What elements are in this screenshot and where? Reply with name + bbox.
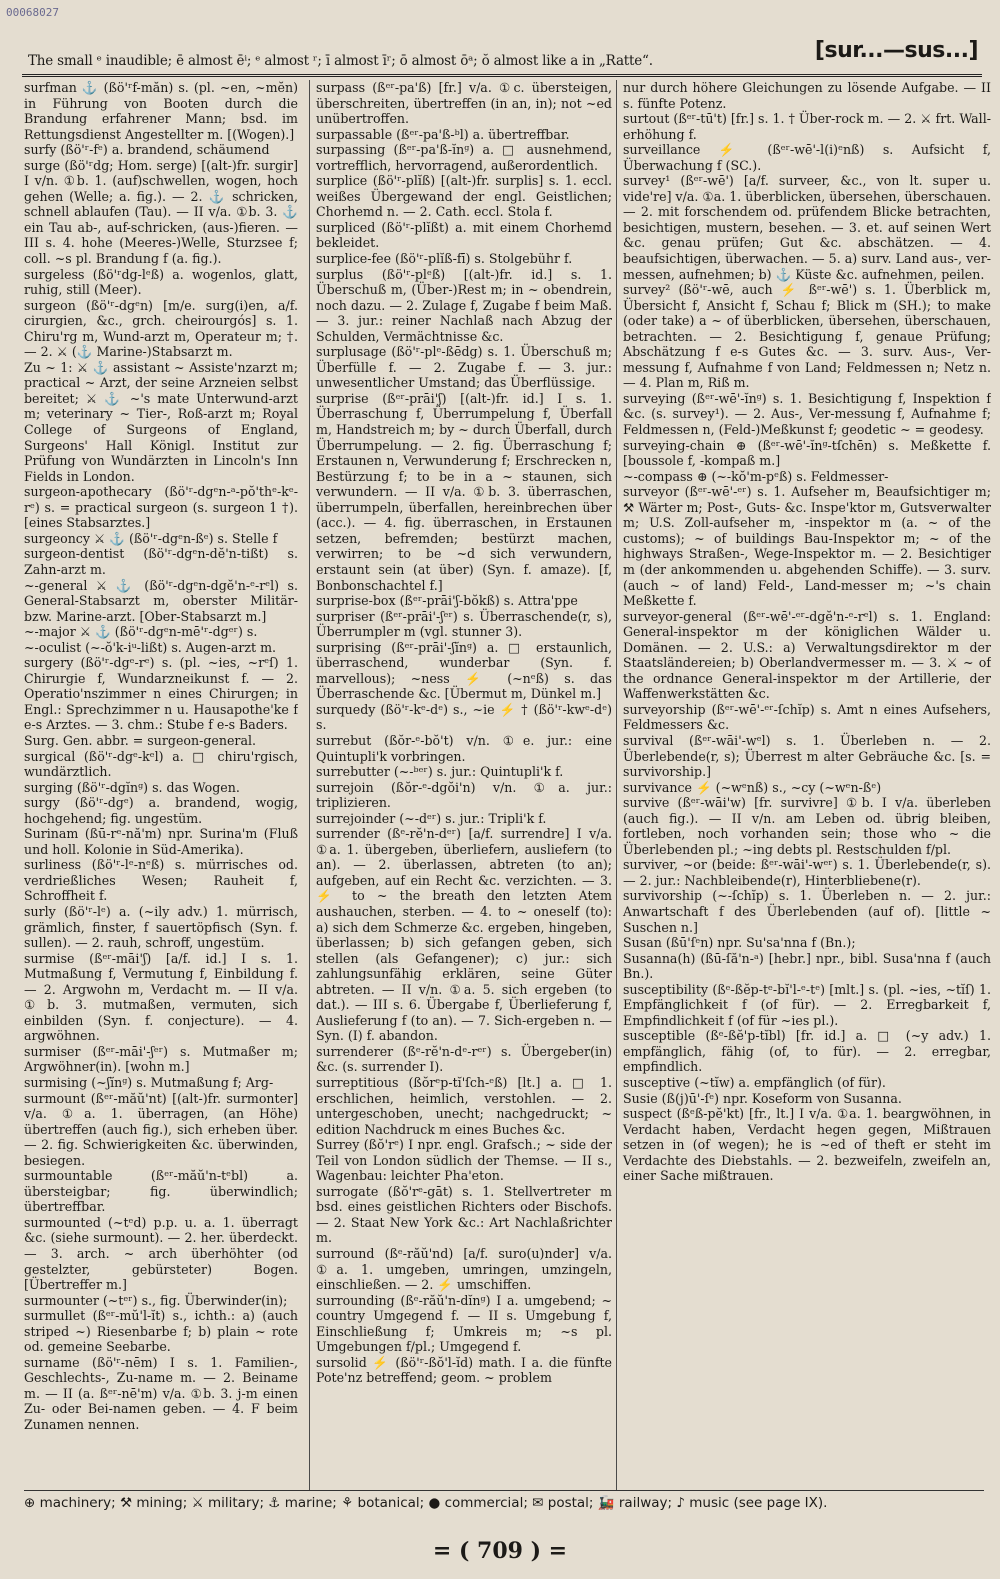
dictionary-entry: surpriser (ßᵉʳ-prāi'-ʃᵉʳ) s. Überraschende(r, s), Überrumpler m (vgl. stunner 3). bbox=[316, 608, 612, 640]
dictionary-entry: surrounding (ßᵉ-răŭ'n-dĭnᵍ) I a. umgebend; ~ country Umgegend f. — II s. Umgebung f, Einschließung f; Umkreis m; ~s pl. Umgebungen f/pl.; Umgegend f. bbox=[316, 1292, 612, 1355]
dictionary-entry: surrenderer (ßᵉ-rĕ'n-dᵉ-rᵉʳ) s. Übergeber(in) &c. (s. surrender I). bbox=[316, 1043, 612, 1075]
dictionary-entry: surmullet (ßᵉʳ-mŭ'l-ĭt) s., ichth.: a) (auch striped ~) Riesenbarbe f; b) plain ~ rote od. gemeine Seebarbe. bbox=[24, 1308, 298, 1355]
column-3 bbox=[616, 80, 991, 1490]
dictionary-entry: surname (ßö'ʳ-nēm) I s. 1. Familien-, Geschlechts-, Zu-name m. — 2. Beiname m. — II (a. ßᵉʳ-nē'm) v/a. ①b. 3. j-m einen Zu- oder Bei-namen geben. — 4. F beim Zunamen nennen. bbox=[24, 1354, 298, 1433]
entry-columns bbox=[24, 80, 991, 1490]
guide-words: [sur...—sus...] bbox=[814, 38, 978, 63]
dictionary-entry: surveying (ßᵉʳ-wē'-ĭnᵍ) s. 1. Besichtigung f, Inspektion f &c. (s. survey¹). — 2. Aus-, Ver-messung f, Aufnahme f; Feldmessen n, (Feld-)Meßkunst f; geodetic ~ = geodesy. bbox=[623, 390, 991, 438]
dictionary-entry: surrender (ßᵉ-rĕ'n-dᵉʳ) [a/f. surrendre] I v/a. ①a. 1. übergeben, überliefern, ausliefern (to an). — 2. überlassen, abtreten (to an); aufgeben, auf ein Recht &c. verzichten. — 3. ⚡ to ~ the breath den letzten Atem aushauchen, sterben. — 4. to ~ oneself (to): a) sich dem Schmerze &c. ergeben, hingeben, überlassen; b) sich gefangen geben, sich stellen (als Gefangener); c) jur.: sich zahlungsunfähig erklären, seine Güter abtreten. — II v/n. ①a. 5. sich ergeben (to dat.). — III s. 6. Übergabe f, Überlieferung f, Auslieferung f (to an). — 7. Sich-ergeben n. — Syn. (I) f. abandon. bbox=[316, 826, 612, 1044]
dictionary-entry: surging (ßö'ʳ-dgĭnᵍ) s. das Wogen. bbox=[24, 779, 240, 795]
dictionary-entry: surmiser (ßᵉʳ-māi'-ʃᵉʳ) s. Mutmaßer m; Argwöhner(in). [wohn m.] bbox=[24, 1043, 298, 1075]
symbol-legend: ⊕ machinery; ⚒ mining; ⚔ military; ⚓ marine; ⚘ botanical; ● commercial; ✉ postal; 🚂 railway; ♪ music (see page IX). bbox=[24, 1490, 984, 1511]
page-id: 00068027 bbox=[6, 6, 59, 19]
dictionary-entry: suspect (ßᵉß-pĕ'kt) [fr., lt.] I v/a. ①a. 1. beargwöhnen, in Verdacht haben, Verdacht hegen gegen, Mißtrauen setzen in (of wegen); he is ~ed of theft er steht im Verdachte des Diebstahls. — 2. bezweifeln, zweifeln an, einer Sache mißtrauen. bbox=[623, 1106, 991, 1184]
dictionary-entry: Susanna(h) (ßū-ſă'n-ᵃ) [hebr.] npr., bibl. Susa'nna f (auch Bn.). bbox=[623, 950, 991, 982]
dictionary-entry: surgeoncy ⚔ ⚓ (ßö'ʳ-dgᵉn-ßᵉ) s. Stelle f bbox=[24, 530, 278, 546]
dictionary-entry: ~-oculist (~-ŏ'k-iᵘ-lißt) s. Augen-arzt m. bbox=[24, 639, 277, 655]
dictionary-entry: Zu ~ 1: ⚔ ⚓ assistant ~ Assiste'nzarzt m; practical ~ Arzt, der seine Arzneien selbst bereitet; ⚔ ⚓ ~'s mate Unterwund-arzt m; veterinary ~ Tier-, Roß-arzt m; Royal College of Surgeons of England, Surgeons' Hall Königl. Institut zur Prüfung von Wundärzten in Lincoln's Inn Fields in London. bbox=[24, 359, 298, 484]
dictionary-entry: Surinam (ßū-rᵉ-nă'm) npr. Surina'm (Fluß und holl. Kolonie in Süd-Amerika). bbox=[24, 826, 298, 857]
dictionary-entry: surmountable (ßᵉʳ-măŭ'n-tᵉbl) a. übersteigbar; fig. überwindlich; übertreffbar. bbox=[24, 1168, 298, 1215]
dictionary-entry: surveyorship (ßᵉʳ-wē'-ᵉʳ-ſchĭp) s. Amt n eines Aufsehers, Feldmessers &c. bbox=[623, 701, 991, 733]
dictionary-entry: Susan (ßū'ſᵉn) npr. Su'sa'nna f (Bn.); bbox=[623, 935, 856, 951]
dictionary-entry: Susie (ß(j)ū'-ſᵉ) npr. Koseform von Susanna. bbox=[623, 1090, 902, 1106]
dictionary-entry: surplice (ßö'ʳ-plĭß) [(alt-)fr. surplis] s. 1. eccl. weißes Übergewand der engl. Geistlichen; Chorhemd n. — 2. Cath. eccl. Stola f. bbox=[316, 173, 612, 220]
dictionary-entry: surge (ßö'ʳdg; Hom. serge) [(alt-)fr. surgir] I v/n. ①b. 1. (auf)schwellen, wogen, hoch gehen (Welle; a. fig.). — 2. ⚓ schricken, schnell ablaufen (Tau). — II v/a. ①b. 3. ⚓ ein Tau ab-, auf-schricken, (aus-)fieren. — III s. 4. hohe (Meeres-)Welle, Sturzsee f; coll. ~s pl. Brandung f (a. fig.). bbox=[24, 157, 298, 267]
dictionary-entry: surveyor-general (ßᵉʳ-wē'-ᵉʳ-dgĕ'n-ᵉ-rᵉl) s. 1. England: General-inspektor m der königlichen Wälder u. Domänen. — 2. U.S.: a) Verwaltungsdirektor m der Staatsländereien; b) Oberlandvermesser m. — 3. ⚔ ~ of the ordnance General-inspektor m der Artillerie, der Waffenwerkstätten &c. bbox=[623, 608, 991, 702]
column-1 bbox=[24, 80, 298, 1490]
dictionary-entry: surrejoin (ßŏr-ᵉ-dgŏi'n) v/n. ①a. jur.: triplizieren. bbox=[316, 779, 612, 811]
dictionary-entry: ~-major ⚔ ⚓ (ßö'ʳ-dgᵉn-mē'ʳ-dgᵉʳ) s. bbox=[24, 624, 258, 640]
dictionary-entry: surplus (ßö'ʳ-plᵉß) [(alt-)fr. id.] s. 1. Überschuß m, (Über-)Rest m; in ~ obendrein, noch dazu. — 2. Zulage f, Zugabe f beim Maß. — 3. jur.: reiner Nachlaß nach Abzug der Schulden, Vermächtnisse &c. bbox=[316, 266, 612, 344]
dictionary-entry: sursolid ⚡ (ßö'ʳ-ßŏ'l-ĭd) math. I a. die fünfte Pote'nz betreffend; geom. ~ problem bbox=[316, 1354, 612, 1386]
dictionary-entry: nur durch höhere Gleichungen zu lösende Aufgabe. — II s. fünfte Potenz. bbox=[623, 80, 991, 111]
dictionary-entry: surgeon-dentist (ßö'ʳ-dgᵉn-dĕ'n-tißt) s. Zahn-arzt m. bbox=[24, 546, 298, 577]
dictionary-entry: Surrey (ßŏ'rᵉ) I npr. engl. Grafsch.; ~ side der Teil von London südlich der Themse. — II s., Wagenbau: leichter Pha'eton. bbox=[316, 1137, 612, 1184]
dictionary-entry: ~-general ⚔ ⚓ (ßö'ʳ-dgᵉn-dgĕ'n-ᵉ-rᵉl) s. General-Stabsarzt m, oberster Militär- bzw. Marine-arzt. [Ober-Stabsarzt m.] bbox=[24, 577, 298, 624]
dictionary-entry: surfy (ßö'ʳ-fᵉ) a. brandend, schäumend bbox=[24, 142, 270, 158]
dictionary-entry: surpassable (ßᵉʳ-pa'ß-ᵇl) a. übertreffbar. bbox=[316, 126, 570, 142]
dictionary-entry: surmounter (~tᵉʳ) s., fig. Überwinder(in); bbox=[24, 1292, 288, 1308]
dictionary-entry: surveying-chain ⊕ (ßᵉʳ-wē'-ĭnᵍ-tſchēn) s. Meßkette f. [boussole f, -kompaß m.] bbox=[623, 437, 991, 469]
dictionary-entry: survivance ⚡ (~wᵉnß) s., ~cy (~wᵉn-ßᵉ) bbox=[623, 779, 882, 795]
dictionary-entry: surviver, ~or (beide: ßᵉʳ-wāi'-wᵉʳ) s. 1. Überlebende(r, s). — 2. jur.: Nachbleibende(r), Hinterbliebene(r). bbox=[623, 857, 991, 888]
dictionary-entry: surrejoinder (~-dᵉʳ) s. jur.: Tripli'k f. bbox=[316, 810, 547, 826]
dictionary-entry: surprising (ßᵉʳ-prāi'-ʃĭnᵍ) a. □ erstaunlich, überraschend, wunderbar (Syn. f. marvellous); ~ness ⚡ (~nᵉß) s. das Überraschende &c. [Übermut m, Dünkel m.] bbox=[316, 639, 612, 702]
dictionary-entry: survey² (ßö'ʳ-wē, auch ⚡ ßᵉʳ-wē') s. 1. Überblick m, Übersicht f, Ansicht f, Schau f; Blick m (SH.); to make (oder take) a ~ of überblicken, übersehen, überschauen, betrachten. — 2. Besichtigung f, genaue Prüfung; Abschätzung f e-s Gutes &c. — 3. surv. Aus-, Ver-messung f, Aufnahme f von Land; Feldmessen n; Netz n. — 4. Plan m, Riß m. bbox=[623, 282, 991, 391]
page-header bbox=[22, 38, 982, 77]
dictionary-entry: ~-compass ⊕ (~-kŏ'm-pᵉß) s. Feldmesser- bbox=[623, 468, 889, 484]
dictionary-entry: susceptibility (ßᵉ-ßĕp-tᵉ-bĭ'l-ᵉ-tᵉ) [mlt.] s. (pl. ~ies, ~tĭſ) 1. Empfänglichkeit f (of für). — 2. Erregbarkeit f, Empfindlichkeit f (of für ~ies pl.). bbox=[623, 981, 991, 1028]
dictionary-entry: surly (ßö'ʳ-lᵉ) a. (~ily adv.) 1. mürrisch, grämlich, finster, f sauertöpfisch (Syn. f. sullen). — 2. rauh, schroff, ungestüm. bbox=[24, 903, 298, 951]
pronunciation-key: The small ᵉ inaudible; ē almost ēⁱ; ᵉ almost ʳ; ī almost īʳ; ō almost ōᵃ; ŏ almost like a in „Ratte“. bbox=[28, 53, 653, 69]
dictionary-entry: surgeon-apothecary (ßö'ʳ-dgᵉn-ᵃ-pŏ'thᵉ-kᵉ-rᵉ) s. = practical surgeon (s. surgeon 1 †). [eines Stabsarztes.] bbox=[24, 484, 298, 531]
dictionary-entry: surliness (ßö'ʳ-lᵉ-nᵉß) s. mürrisches od. verdrießliches Wesen; Rauheit f, Schroffheit f. bbox=[24, 857, 298, 904]
dictionary-entry: surpass (ßᵉʳ-pa'ß) [fr.] v/a. ①c. übersteigen, überschreiten, übertreffen (in an, in); not ~ed unübertroffen. bbox=[316, 80, 612, 127]
dictionary-entry: susceptible (ßᵉ-ßĕ'p-tĭbl) [fr. id.] a. □ (~y adv.) 1. empfänglich, fähig (of, to für). — 2. erregbar, empfindlich. bbox=[623, 1028, 991, 1075]
dictionary-entry: Surg. Gen. abbr. = surgeon-general. bbox=[24, 732, 256, 748]
dictionary-entry: surplusage (ßö'ʳ-plᵉ-ßēdg) s. 1. Überschuß m; Überfülle f. — 2. Zugabe f. — 3. jur.: unwesentlicher Umstand; das Überflüssige. bbox=[316, 344, 612, 391]
dictionary-entry: surgery (ßö'ʳ-dgᵉ-rᵉ) s. (pl. ~ies, ~rᵉſ) 1. Chirurgie f, Wundarzneikunst f. — 2. Operatio'nszimmer n eines Chirurgen; in Engl.: Sprechzimmer n u. Hausapothe'ke f e-s Arztes. — 3. chm.: Stube f e-s Baders. bbox=[24, 655, 298, 733]
dictionary-entry: surpassing (ßᵉʳ-pa'ß-ĭnᵍ) a. □ ausnehmend, vortrefflich, hervorragend, außerordentlich. bbox=[316, 142, 612, 173]
dictionary-entry: surprise-box (ßᵉʳ-prāi'ʃ-bŏkß) s. Attra'ppe bbox=[316, 593, 578, 609]
dictionary-entry: surmounted (~tᵉd) p.p. u. a. 1. überragt &c. (siehe surmount). — 2. her. überdeckt. — 3. arch. ~ arch überhöhter (od gestelzter, gebürsteter) Bogen. [Übertreffer m.] bbox=[24, 1214, 298, 1293]
dictionary-entry: survivorship (~-ſchĭp) s. 1. Überleben n. — 2. jur.: Anwartschaft f des Überlebenden (auf of). [little ~ Suschen n.] bbox=[623, 888, 991, 935]
dictionary-entry: surgical (ßö'ʳ-dgᵉ-kᵉl) a. □ chiru'rgisch, wundärztlich. bbox=[24, 748, 298, 780]
dictionary-entry: surrogate (ßŏ'rᵉ-gāt) s. 1. Stellvertreter m bsd. eines geistlichen Richters oder Bischofs. — 2. Staat New York &c.: Art Nachlaßrichter m. bbox=[316, 1183, 612, 1246]
dictionary-entry: survey¹ (ßᵉʳ-wē') [a/f. surveer, &c., von lt. super u. vide're] v/a. ①a. 1. überblicken, übersehen, überschauen. — 2. mit forschendem od. prüfendem Blicke betrachten, besichtigen, mustern, besehen. — 3. et. auf seinen Wert &c. genau prüfen; Gut &c. abschätzen. — 4. beaufsichtigen, überwachen. — 5. a) surv. Land aus-, ver-messen, aufnehmen; b) ⚓ Küste &c. aufnehmen, peilen. bbox=[623, 173, 991, 282]
dictionary-entry: surmising (~ʃĭnᵍ) s. Mutmaßung f; Arg- bbox=[24, 1075, 274, 1090]
dictionary-entry: surgy (ßö'ʳ-dgᵉ) a. brandend, wogig, hochgehend; fig. ungestüm. bbox=[24, 795, 298, 826]
dictionary-entry: surprise (ßᵉʳ-prāi'ʃ) [(alt-)fr. id.] I s. 1. Überraschung f, Überrumpelung f, Überfall m, Handstreich m; by ~ durch Überfall, durch Überrumpelung. — 2. fig. Überraschung f; Erstaunen n, Verwunderung f; Erschrecken n, Bestürzung f; to be in a ~ staunen, sich verwundern. — II v/a. ①b. 3. überraschen, überrumpeln, überfallen, hereinbrechen über (acc.). — 4. fig. überraschen, in Erstaunen setzen, befremden; bestürzt machen, verwirren; to be ~d sich verwundern, erstaunt sein (at über) (Syn. f. amaze). [f, Bonbonschachtel f.] bbox=[316, 390, 612, 593]
dictionary-entry: surmount (ßᵉʳ-măŭ'nt) [(alt-)fr. surmonter] v/a. ①a. 1. überragen, (an Höhe) übertreffen (auch fig.), sich erheben über. — 2. fig. Schwierigkeiten &c. überwinden, besiegen. bbox=[24, 1090, 298, 1168]
dictionary-entry: surmise (ßᵉʳ-māi'ʃ) [a/f. id.] I s. 1. Mutmaßung f, Vermutung f, Einbildung f. — 2. Argwohn m, Verdacht m. — II v/a. ①b. 3. mutmaßen, vermuten, sich einbilden (Syn. f. conjecture). — 4. argwöhnen. bbox=[24, 950, 298, 1044]
dictionary-entry: surveillance ⚡ (ßᵉʳ-wē'-l(i)ᵉnß) s. Aufsicht f, Überwachung f (SC.). bbox=[623, 142, 991, 173]
dictionary-entry: surplice-fee (ßö'ʳ-plĭß-fī) s. Stolgebühr f. bbox=[316, 251, 573, 267]
page-number: = ( 709 ) = bbox=[432, 1538, 568, 1564]
dictionary-entry: survival (ßᵉʳ-wāi'-wᵉl) s. 1. Überleben n. — 2. Überlebende(r, s); Überrest m alter Gebräuche &c. [s. = survivorship.] bbox=[623, 732, 991, 780]
dictionary-entry: surveyor (ßᵉʳ-wē'-ᵉʳ) s. 1. Aufseher m, Beaufsichtiger m; ⚒ Wärter m; Post-, Guts- &c. Inspe'ktor m, Gutsverwalter m; U.S. Zoll-aufseher m, -inspektor m (a. ~ of the customs); ~ of buildings Bau-Inspektor m; ~ of the highways Straßen-, Wege-Inspektor m. — 2. Besichtiger m (der ankommenden u. abgehenden Schiffe). — 3. surv. (auch ~ of land) Feld-, Land-messer m; ~'s chain Meßkette f. bbox=[623, 484, 991, 609]
dictionary-entry: surpliced (ßö'ʳ-plĭßt) a. mit einem Chorhemd bekleidet. bbox=[316, 219, 612, 251]
dictionary-entry: susceptive (~tĭw) a. empfänglich (of für). bbox=[623, 1075, 886, 1090]
dictionary-entry: surgeless (ßö'ʳdg-lᵉß) a. wogenlos, glatt, ruhig, still (Meer). bbox=[24, 266, 298, 298]
dictionary-entry: surfman ⚓ (ßö'ʳf-măn) s. (pl. ~en, ~mĕn) in Führung von Booten durch die Brandung erfahrener Mann; bsd. im Rettungsdienst Angestellter m. [(Wogen).] bbox=[24, 80, 298, 142]
dictionary-entry: surtout (ßᵉʳ-tū't) [fr.] s. 1. † Über-rock m. — 2. ⚔ frt. Wall-erhöhung f. bbox=[623, 111, 991, 142]
column-2 bbox=[309, 80, 612, 1490]
dictionary-entry: surrebut (ßŏr-ᵉ-bŏ't) v/n. ①e. jur.: eine Quintupli'k vorbringen. bbox=[316, 732, 612, 764]
dictionary-entry: surrebutter (~-ᵇᵉʳ) s. jur.: Quintupli'k f. bbox=[316, 764, 564, 780]
dictionary-entry: survive (ßᵉʳ-wāi'w) [fr. survivre] ①b. I v/a. überleben (auch fig.). — II v/n. am Leben od. übrig bleiben, fortleben, noch vorhanden sein; those who ~ die Überlebenden pl.; ~ing debts pl. Restschulden f/pl. bbox=[623, 795, 991, 857]
dictionary-entry: surround (ßᵉ-răŭ'nd) [a/f. suro(u)nder] v/a. ①a. 1. umgeben, umringen, umzingeln, einschließen. — 2. ⚡ umschiffen. bbox=[316, 1246, 612, 1293]
dictionary-entry: surgeon (ßö'ʳ-dgᵉn) [m/e. surg(i)en, a/f. cirurgien, &c., grch. cheirourgós] s. 1. Chiru'rg m, Wund-arzt m, Operateur m; †. — 2. ⚔ (⚓ Marine-)Stabsarzt m. bbox=[24, 297, 298, 360]
dictionary-entry: surreptitious (ßŏrᵉp-tĭ'ſch-ᵉß) [lt.] a. □ 1. erschlichen, heimlich, verstohlen. — 2. untergeschoben, unecht; nachgedruckt; ~ edition Nachdruck m eines Buches &c. bbox=[316, 1075, 612, 1137]
dictionary-entry: surquedy (ßö'ʳ-kᵉ-dᵉ) s., ~ie ⚡ † (ßö'ʳ-kwᵉ-dᵉ) s. bbox=[316, 701, 612, 733]
